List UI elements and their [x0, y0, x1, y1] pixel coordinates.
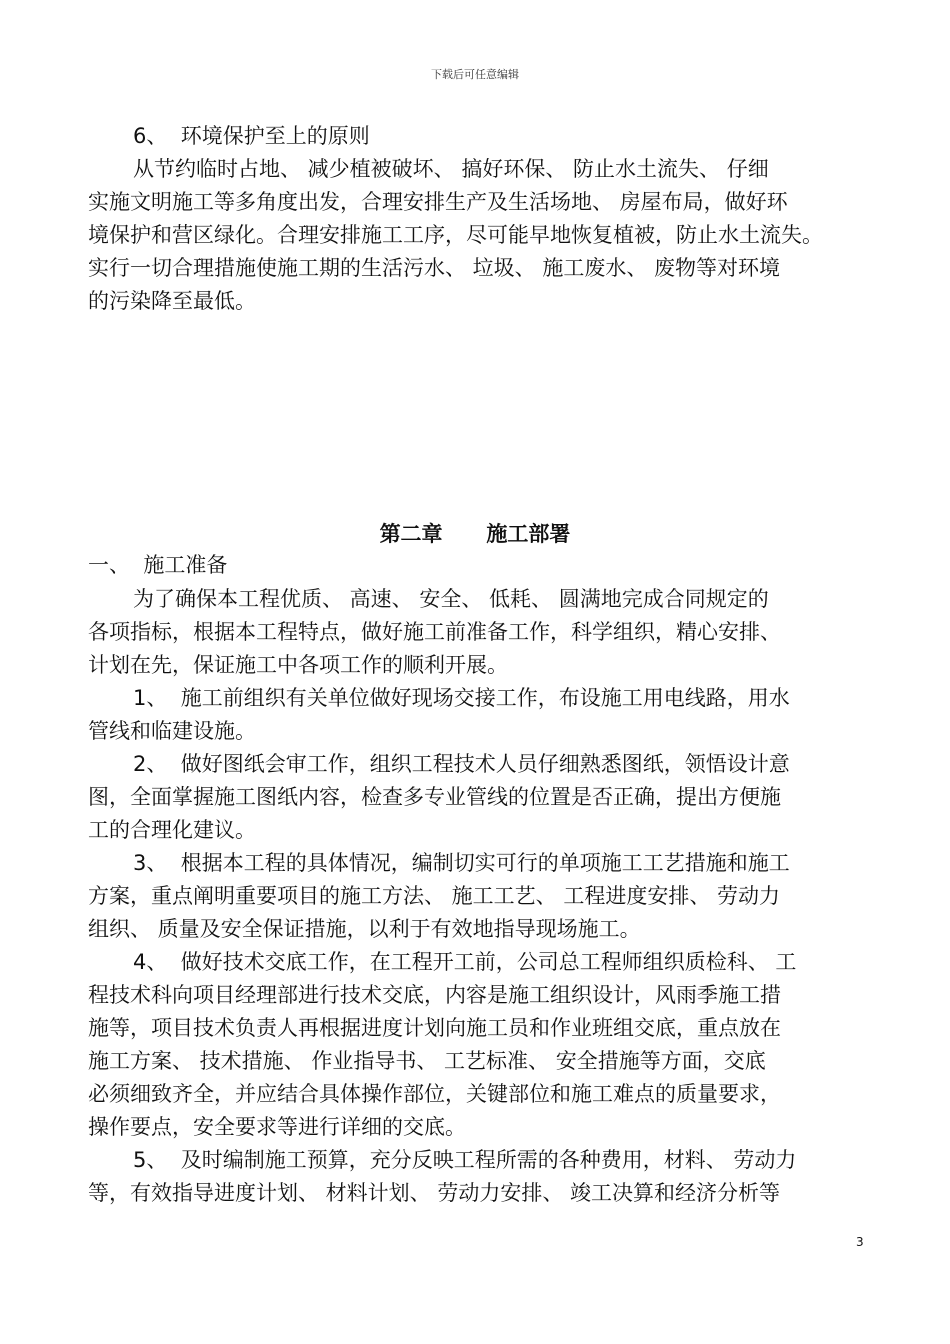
- list-item-first-line: 4、 做好技术交底工作，在工程开工前，公司总工程师组织质检科、 工: [133, 950, 797, 974]
- list-item-first-line: 1、 施工前组织有关单位做好现场交接工作，布设施工用电线路，用水: [133, 686, 790, 710]
- paragraph-line: 的污染降至最低。: [88, 289, 256, 313]
- paragraph-line: 各项指标，根据本工程特点，做好施工前准备工作，科学组织，精心安排、: [88, 620, 781, 644]
- paragraph-line: 实行一切合理措施使施工期的生活污水、 垃圾、 施工废水、 废物等对环境: [88, 256, 781, 280]
- list-item-line: 等，有效指导进度计划、 材料计划、 劳动力安排、 竣工决算和经济分析等: [88, 1181, 781, 1205]
- list-item-line: 组织、 质量及安全保证措施，以利于有效地指导现场施工。: [88, 917, 641, 941]
- paragraph-line: 为了确保本工程优质、 高速、 安全、 低耗、 圆满地完成合同规定的: [133, 587, 769, 611]
- list-item-line: 工的合理化建议。: [88, 818, 256, 842]
- list-item-first-line: 2、 做好图纸会审工作，组织工程技术人员仔细熟悉图纸，领悟设计意: [133, 752, 790, 776]
- list-item-line: 施工方案、 技术措施、 作业指导书、 工艺标准、 安全措施等方面，交底: [88, 1049, 766, 1073]
- list-item-first-line: 3、 根据本工程的具体情况，编制切实可行的单项施工工艺措施和施工: [133, 851, 790, 875]
- paragraph-line: 境保护和营区绿化。合理安排施工工序，尽可能早地恢复植被，防止水土流失。: [88, 223, 823, 247]
- paragraph-line: 计划在先，保证施工中各项工作的顺利开展。: [88, 653, 508, 677]
- list-item-line: 施等，项目技术负责人再根据进度计划向施工员和作业班组交底，重点放在: [88, 1016, 781, 1040]
- chapter-title: 第二章 施工部署: [379, 522, 571, 546]
- list-item-line: 必须细致齐全，并应结合具体操作部位，关键部位和施工难点的质量要求，: [88, 1082, 781, 1106]
- header-note: 下载后可任意编辑: [431, 68, 519, 81]
- section-heading: 6、 环境保护至上的原则: [133, 124, 370, 148]
- section-heading: 一、 施工准备: [88, 553, 228, 577]
- list-item-line: 方案，重点阐明重要项目的施工方法、 施工工艺、 工程进度安排、 劳动力: [88, 884, 781, 908]
- page-number: 3: [856, 1235, 864, 1249]
- list-item-line: 管线和临建设施。: [88, 719, 256, 743]
- list-item-line: 操作要点，安全要求等进行详细的交底。: [88, 1115, 466, 1139]
- list-item-line: 图，全面掌握施工图纸内容，检查多专业管线的位置是否正确，提出方便施: [88, 785, 781, 809]
- paragraph-line: 从节约临时占地、 减少植被破坏、 搞好环保、 防止水土流失、 仔细: [133, 157, 769, 181]
- list-item-first-line: 5、 及时编制施工预算，充分反映工程所需的各种费用，材料、 劳动力: [133, 1148, 797, 1172]
- paragraph-line: 实施文明施工等多角度出发，合理安排生产及生活场地、 房屋布局，做好环: [88, 190, 788, 214]
- list-item-line: 程技术科向项目经理部进行技术交底，内容是施工组织设计，风雨季施工措: [88, 983, 781, 1007]
